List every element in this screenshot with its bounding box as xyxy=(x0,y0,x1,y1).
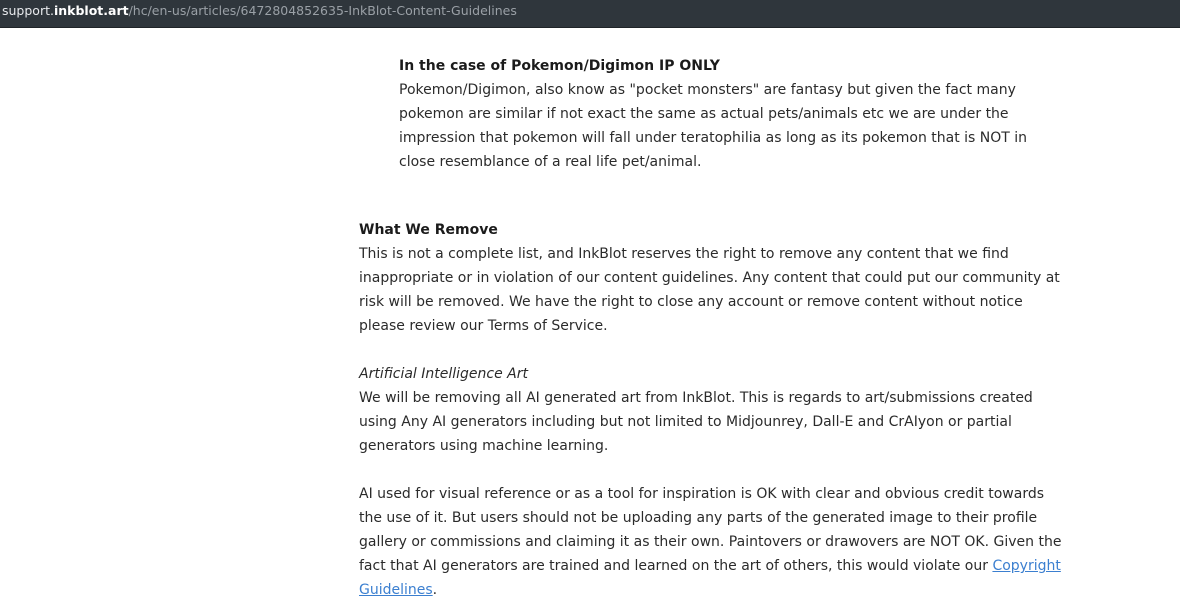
ai-reference-end: . xyxy=(432,582,438,598)
ai-paragraph: We will be removing all AI generated art from InkBlot. This is regards to art/submissions created using Any AI generators including but not limited to Midjounrey, Dall-E and CrAIyon or partial generators using machine learning. xyxy=(359,390,1033,454)
address-bar[interactable] xyxy=(0,0,1180,28)
pokemon-heading: In the case of Pokemon/Digimon IP ONLY xyxy=(399,58,720,74)
ai-heading: Artificial Intelligence Art xyxy=(359,366,528,382)
copyright-guidelines-link[interactable]: Copyright Guidelines xyxy=(359,558,1061,598)
remove-heading: What We Remove xyxy=(359,222,498,238)
ai-section xyxy=(359,362,1071,458)
ai-reference-text: AI used for visual reference or as a tool for inspiration is OK with clear and obvious credit towards the use of it. But users should not be uploading any parts of the generated image to their profile gallery or commissions and claiming it as their own. Paintovers or drawovers are NOT OK. Given the fact that AI generators are trained and learned on the art of others, this would violate our xyxy=(359,486,1062,574)
ai-reference-paragraph xyxy=(359,482,1071,602)
pokemon-section xyxy=(399,54,1059,174)
url-path: /hc/en-us/articles/6472804852635-InkBlot-Content-Guidelines xyxy=(128,3,517,18)
remove-section xyxy=(359,218,1071,338)
remove-paragraph: This is not a complete list, and InkBlot reserves the right to remove any content that we find inappropriate or in violation of our content guidelines. Any content that could put our community at risk will be removed. We have the right to close any account or remove content without notice please review our Terms of Service. xyxy=(359,246,1060,334)
article-body xyxy=(359,54,1071,602)
url-text[interactable] xyxy=(2,3,517,19)
ai-reference-section xyxy=(359,482,1071,602)
pokemon-paragraph: Pokemon/Digimon, also know as "pocket monsters" are fantasy but given the fact many pokemon are similar if not exact the same as actual pets/animals etc we are under the impression that pokemon will fall under teratophilia as long as its pokemon that is NOT in close resemblance of a real life pet/animal. xyxy=(399,82,1028,170)
url-domain: inkblot.art xyxy=(53,3,129,18)
url-host: support. xyxy=(2,3,54,18)
